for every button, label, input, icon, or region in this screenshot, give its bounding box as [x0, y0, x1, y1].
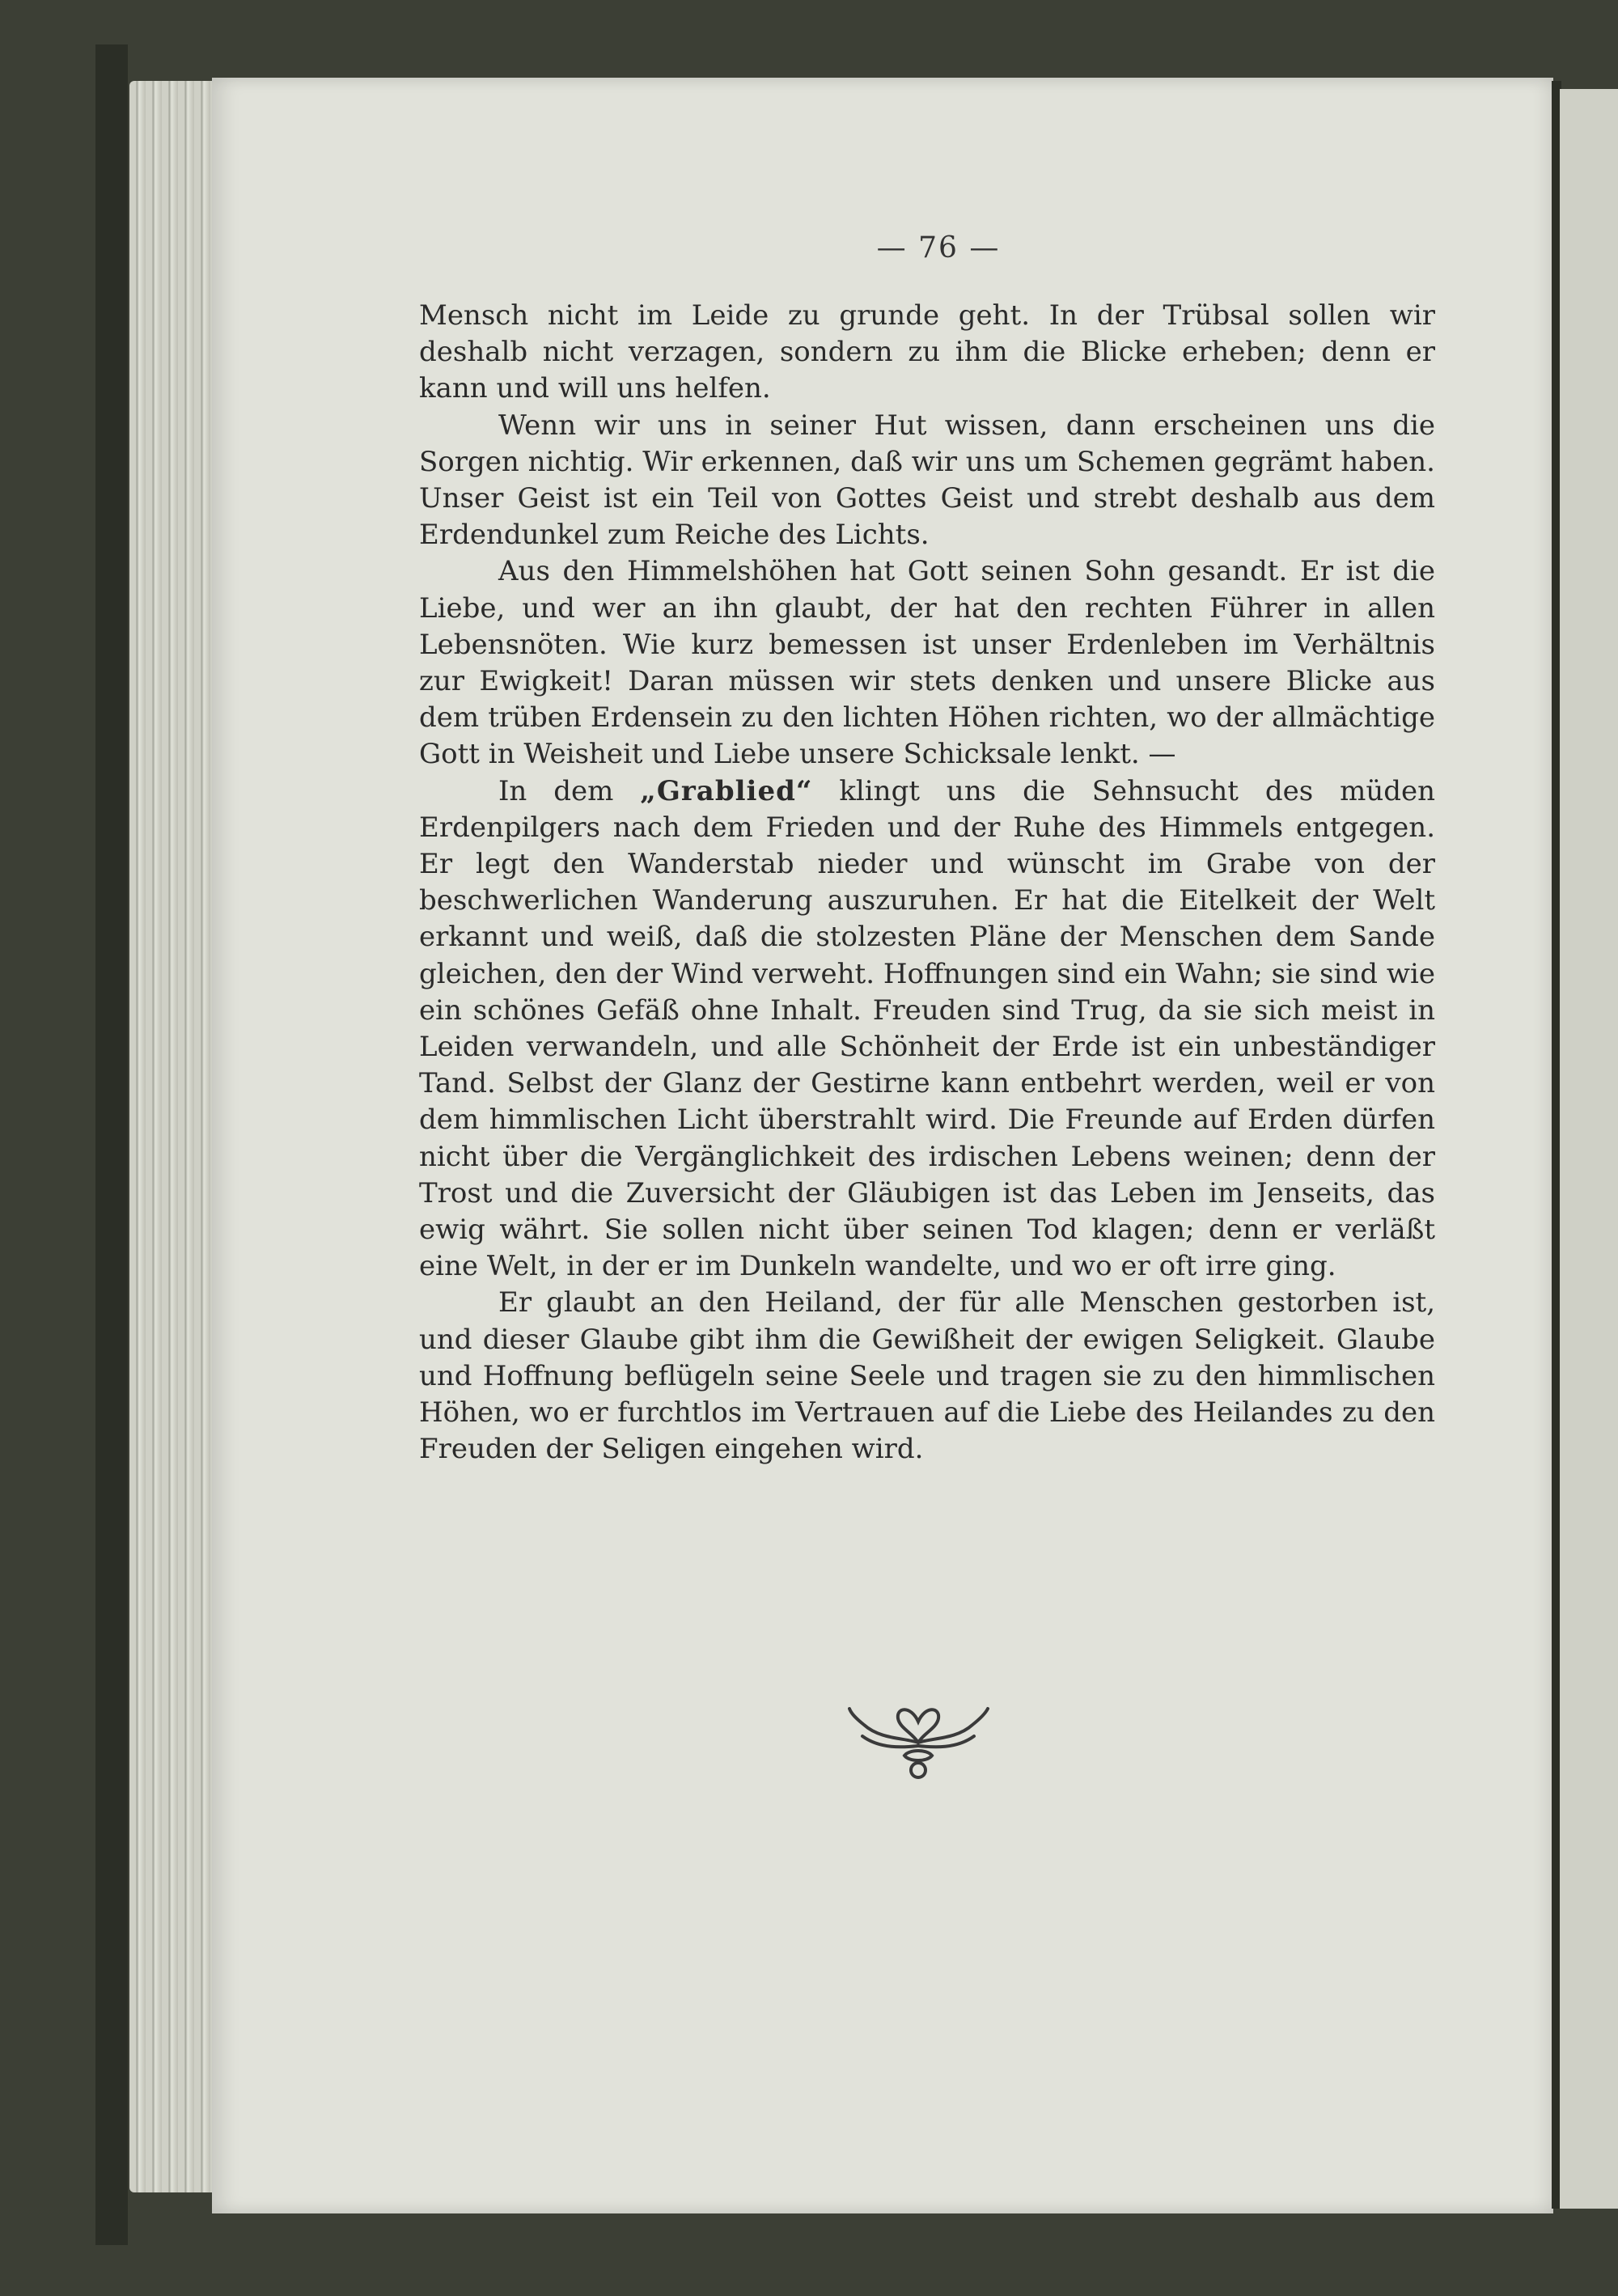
poem-title: „Grablied“ — [640, 774, 813, 807]
paragraph-1: Mensch nicht im Leide zu grunde geht. In der Trübsal sollen wir deshalb nicht verzagen, sondern zu ihm die Blicke erheben; denn er kann und will uns helfen. — [419, 299, 1435, 405]
page-number: — 76 — — [876, 231, 1001, 265]
book-cover-left — [95, 44, 128, 2245]
facing-page-edge — [1560, 89, 1618, 2209]
body-text — [419, 298, 1435, 1468]
paragraph-2: Wenn wir uns in seiner Hut wissen, dann erscheinen uns die Sorgen nichtig. Wir erkennen, daß wir uns um Schemen gegrämt haben. Unser Geist ist ein Teil von Gottes Geist und strebt deshalb aus dem Erdendunkel zum Reiche des Lichts. — [419, 409, 1435, 552]
page-edges — [129, 81, 218, 2192]
paragraph-4 — [419, 773, 1435, 1286]
heart-vignette-icon — [848, 1689, 989, 1782]
paragraph-5: Er glaubt an den Heiland, der für alle Menschen gestorben ist, und dieser Glaube gibt ihm die Gewißheit der ewigen Seligkeit. Glaube und Hoffnung beflügeln seine Seele und tragen sie zu den himmlischen Höhen, wo er furchtlos im Vertrauen auf die Liebe des Heilandes zu den Freuden der Seligen eingehen wird. — [419, 1286, 1435, 1466]
paragraph-4-lead: In dem — [498, 774, 641, 807]
paragraph-4-rest: klingt uns die Sehnsucht des müden Erdenpilgers nach dem Frieden und der Ruhe des Himmels entgegen. Er legt den Wanderstab nieder und wünscht im Grabe von der beschwerlichen Wanderung auszuruhen. Er hat die Eitelkeit der Welt erkannt und weiß, daß die stolzesten Pläne der Menschen dem Sande gleichen, den der Wind verweht. Hoffnungen sind ein Wahn; sie sind wie ein schönes Gefäß ohne Inhalt. Freuden sind Trug, da sie sich meist in Leiden verwandeln, und alle Schönheit der Erde ist ein unbeständiger Tand. Selbst der Glanz der Gestirne kann entbehrt werden, weil er von dem himmlischen Licht überstrahlt wird. Die Freunde auf Erden dürfen nicht über die Vergänglichkeit des irdischen Lebens weinen; denn der Trost und die Zuversicht der Gläubigen ist das Leben im Jenseits, das ewig währt. Sie sollen nicht über seinen Tod klagen; denn er verläßt eine Welt, in der er im Dunkeln wandelte, und wo er oft irre ging. — [419, 774, 1435, 1283]
paragraph-3: Aus den Himmelshöhen hat Gott seinen Sohn gesandt. Er ist die Liebe, und wer an ihn glaubt, der hat den rechten Führer in allen Lebensnöten. Wie kurz bemessen ist unser Erdenleben im Verhältnis zur Ewigkeit! Daran müssen wir stets denken und unsere Blicke aus dem trüben Erdensein zu den lichten Höhen richten, wo der allmächtige Gott in Weisheit und Liebe unsere Schicksale lenkt. — — [419, 555, 1435, 771]
